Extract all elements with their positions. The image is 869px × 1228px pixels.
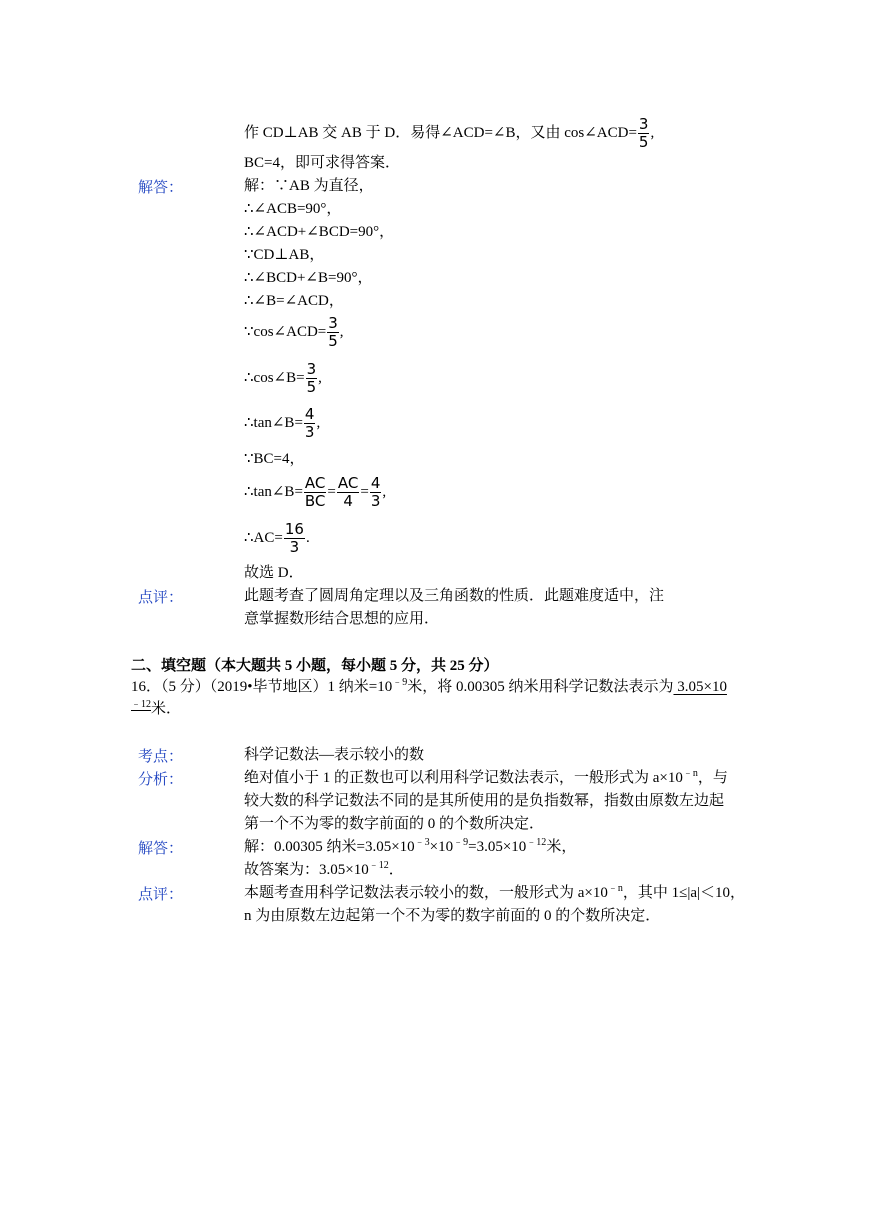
exponent: ﹣n bbox=[607, 883, 623, 894]
fraction-numerator: AC bbox=[304, 474, 326, 492]
solution-ac bbox=[244, 521, 310, 556]
expression-text: ∴tan∠B= bbox=[244, 483, 303, 500]
comment-label: 点评： bbox=[138, 887, 184, 903]
fraction-3-5 bbox=[306, 361, 318, 396]
comment-label: 点评： bbox=[138, 590, 184, 606]
expression-text: ∵cos∠ACD= bbox=[244, 323, 327, 340]
comment-line-1: 此题考查了圆周角定理以及三角函数的性质．此题难度适中，注 bbox=[244, 588, 665, 604]
fraction-numerator: 16 bbox=[284, 520, 304, 538]
stem-text: 16．（5 分）（2019•毕节地区）1 纳米=10 bbox=[131, 679, 393, 695]
fraction-numerator: 3 bbox=[638, 115, 649, 133]
comment-line-2: 意掌握数形结合思想的应用． bbox=[244, 611, 440, 627]
fraction-denominator: 5 bbox=[638, 133, 649, 151]
expression-text: ∴cos∠B= bbox=[244, 369, 305, 386]
solution-step-3: ∴∠ACD+∠BCD=90°， bbox=[244, 224, 395, 240]
comment-text: 本题考查用科学记数法表示较小的数，一般形式为 a×10 bbox=[244, 885, 608, 901]
exponent: ﹣n bbox=[682, 768, 698, 779]
solution-cos-b bbox=[244, 361, 322, 396]
fraction-ac-bc bbox=[304, 475, 327, 510]
solution-text: ×10 bbox=[429, 839, 454, 855]
analysis-text: ，与 bbox=[697, 770, 728, 786]
exponent: ﹣9 bbox=[453, 837, 469, 848]
fraction-16-3 bbox=[284, 521, 305, 556]
fraction-3-5 bbox=[638, 116, 650, 151]
question-16-stem-cont bbox=[131, 699, 181, 719]
comment-line-1 bbox=[244, 883, 745, 903]
punctuation: , bbox=[316, 414, 321, 431]
punctuation: , bbox=[339, 323, 344, 340]
expression-text: ∴tan∠B= bbox=[244, 414, 303, 431]
solution-step-4: ∵CD⊥AB， bbox=[244, 247, 325, 263]
stem-text: 米． bbox=[151, 701, 182, 717]
answer-blank: 3.05×10 bbox=[673, 679, 727, 695]
punctuation: , bbox=[382, 483, 387, 500]
fraction-ac-4 bbox=[337, 475, 359, 510]
expression-text: ∴AC= bbox=[244, 529, 283, 546]
comment-line-2: n 为由原数左边起第一个不为零的数字前面的 0 的个数所决定． bbox=[244, 908, 661, 924]
fraction-numerator: 4 bbox=[304, 405, 315, 423]
fraction-numerator: 4 bbox=[370, 474, 381, 492]
solution-label: 解答： bbox=[138, 180, 184, 196]
section-heading: 二、填空题（本大题共 5 小题，每小题 5 分，共 25 分） bbox=[131, 658, 499, 674]
analysis-text: 作 CD⊥AB 交 AB 于 D．易得∠ACD=∠B，又由 cos∠ACD= bbox=[244, 124, 637, 141]
exponent: ﹣12 bbox=[526, 837, 547, 848]
solution-line-2 bbox=[244, 860, 404, 880]
analysis-text: 绝对值小于 1 的正数也可以利用科学记数法表示，一般形式为 a×10 bbox=[244, 770, 683, 786]
solution-step-6: ∴∠B=∠ACD， bbox=[244, 293, 344, 309]
fraction-denominator: BC bbox=[304, 492, 326, 510]
fraction-3-5 bbox=[327, 315, 339, 350]
fraction-numerator: 3 bbox=[328, 314, 338, 332]
analysis-line-2: 较大数的科学记数法不同的是其所使用的是负指数幂，指数由原数左边起 bbox=[244, 793, 725, 809]
fraction-4-3 bbox=[370, 475, 382, 510]
answer-exponent: ﹣12 bbox=[131, 699, 151, 710]
solution-line-1 bbox=[244, 837, 576, 857]
solution-text: 解：0.00305 纳米=3.05×10 bbox=[244, 839, 415, 855]
punctuation: . bbox=[305, 529, 310, 546]
solution-bc: ∵BC=4， bbox=[244, 451, 305, 467]
comment-text: ，其中 1≤|a|＜10， bbox=[622, 885, 746, 901]
equals-sign: = bbox=[360, 483, 369, 500]
fraction-numerator: AC bbox=[337, 474, 359, 492]
point-label: 考点： bbox=[138, 749, 184, 765]
analysis-line-3: 第一个不为零的数字前面的 0 的个数所决定． bbox=[244, 816, 545, 832]
fraction-denominator: 5 bbox=[328, 332, 338, 350]
fraction-denominator: 4 bbox=[343, 492, 353, 510]
analysis-line-1 bbox=[244, 768, 728, 788]
analysis-line-1 bbox=[244, 116, 654, 151]
solution-text: 米， bbox=[546, 839, 577, 855]
exponent: ﹣3 bbox=[414, 837, 430, 848]
solution-step-5: ∴∠BCD+∠B=90°， bbox=[244, 270, 373, 286]
question-16-stem bbox=[131, 677, 727, 697]
equals-sign: = bbox=[327, 483, 336, 500]
solution-text: =3.05×10 bbox=[468, 839, 527, 855]
fraction-denominator: 5 bbox=[306, 378, 317, 396]
fraction-numerator: 3 bbox=[306, 360, 317, 378]
solution-tan-chain bbox=[244, 475, 386, 510]
fraction-4-3 bbox=[304, 406, 316, 441]
exponent: ﹣12 bbox=[368, 860, 389, 871]
solution-text: ． bbox=[388, 862, 404, 878]
fraction-denominator: 3 bbox=[304, 423, 315, 441]
fraction-denominator: 3 bbox=[289, 538, 300, 556]
stem-text: 米，将 0.00305 纳米用科学记数法表示为 bbox=[407, 679, 674, 695]
analysis-line-2: BC=4，即可求得答案． bbox=[244, 155, 400, 171]
exponent: ﹣9 bbox=[392, 677, 408, 688]
fraction-denominator: 3 bbox=[370, 492, 381, 510]
solution-label: 解答： bbox=[138, 841, 184, 857]
solution-conclusion: 故选 D． bbox=[244, 565, 304, 581]
punctuation: , bbox=[318, 369, 322, 386]
solution-step-1: 解：∵AB 为直径， bbox=[244, 178, 374, 194]
solution-cos-acd bbox=[244, 315, 344, 350]
point-text: 科学记数法—表示较小的数 bbox=[244, 747, 425, 763]
solution-text: 故答案为：3.05×10 bbox=[244, 862, 369, 878]
solution-tan-b bbox=[244, 406, 320, 441]
analysis-label: 分析： bbox=[138, 772, 184, 788]
solution-step-2: ∴∠ACB=90°， bbox=[244, 201, 342, 217]
punctuation: , bbox=[650, 124, 655, 141]
